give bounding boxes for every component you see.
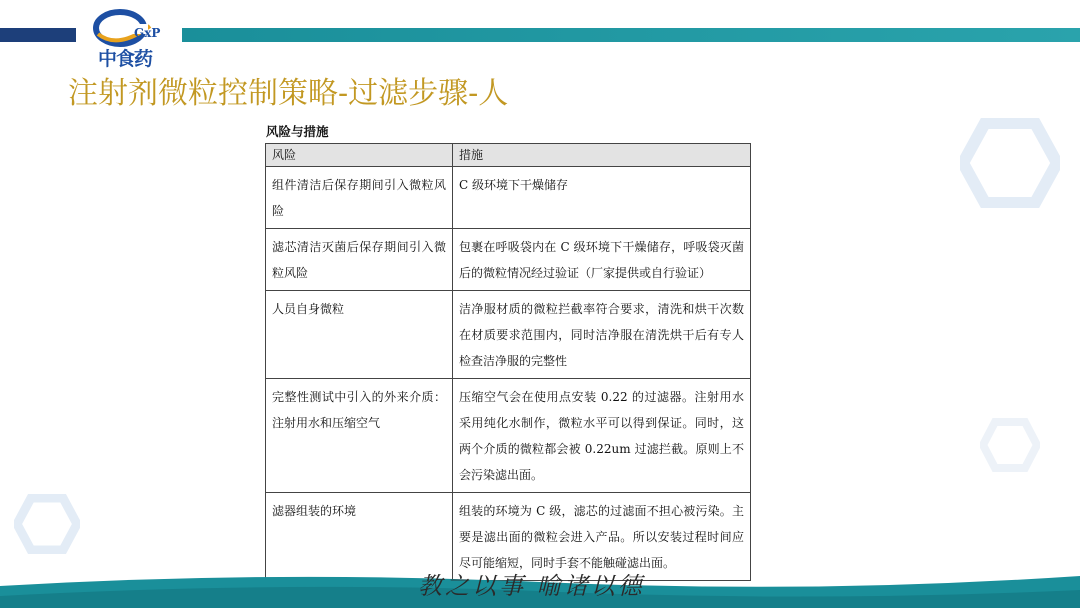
risk-cell: 完整性测试中引入的外来介质：注射用水和压缩空气 (266, 379, 453, 493)
hexagon-decoration-small-icon (980, 418, 1040, 472)
measure-cell: 压缩空气会在使用点安装 0.22 的过滤器。注射用水采用纯化水制作，微粒水平可以得到保证。同时，这两个介质的微粒都会被 0.22um 过滤拦截。原则上不会污染滤出面。 (453, 379, 751, 493)
company-logo (88, 6, 174, 68)
risk-cell: 滤器组装的环境 (266, 493, 453, 581)
hexagon-decoration-icon (960, 118, 1060, 208)
measure-cell: C 级环境下干燥储存 (453, 167, 751, 229)
measure-cell: 组装的环境为 C 级，滤芯的过滤面不担心被污染。主要是滤出面的微粒会进入产品。所以安装过程时间应尽可能缩短，同时手套不能触碰滤出面。 (453, 493, 751, 581)
risk-cell: 滤芯清洁灭菌后保存期间引入微粒风险 (266, 229, 453, 291)
risk-cell: 组件清洁后保存期间引入微粒风险 (266, 167, 453, 229)
risk-cell: 人员自身微粒 (266, 291, 453, 379)
header-bar-left (0, 28, 76, 42)
measure-cell: 包裹在呼吸袋内在 C 级环境下干燥储存，呼吸袋灭菌后的微粒情况经过验证（厂家提供或自行验证） (453, 229, 751, 291)
table-row (266, 229, 751, 291)
table-row (266, 379, 751, 493)
measure-cell: 洁净服材质的微粒拦截率符合要求，清洗和烘干次数在材质要求范围内，同时洁净服在清洗烘干后有专人检查洁净服的完整性 (453, 291, 751, 379)
column-header-risk: 风险 (266, 144, 453, 167)
slide-title: 注射剂微粒控制策略-过滤步骤-人 (68, 76, 509, 111)
footer-motto: 教之以事 喻诸以德 (418, 572, 645, 600)
hexagon-decoration-left-icon (14, 494, 80, 554)
section-heading: 风险与措施 (266, 124, 329, 139)
risk-measure-table (265, 143, 751, 581)
column-header-measure: 措施 (453, 144, 751, 167)
header-bar-right (182, 28, 1080, 42)
table-header-row (266, 144, 751, 167)
logo-brand-text: 中食药 (98, 48, 153, 70)
table-row (266, 291, 751, 379)
table-row (266, 167, 751, 229)
logo-gxp-text: GxP (134, 26, 161, 40)
